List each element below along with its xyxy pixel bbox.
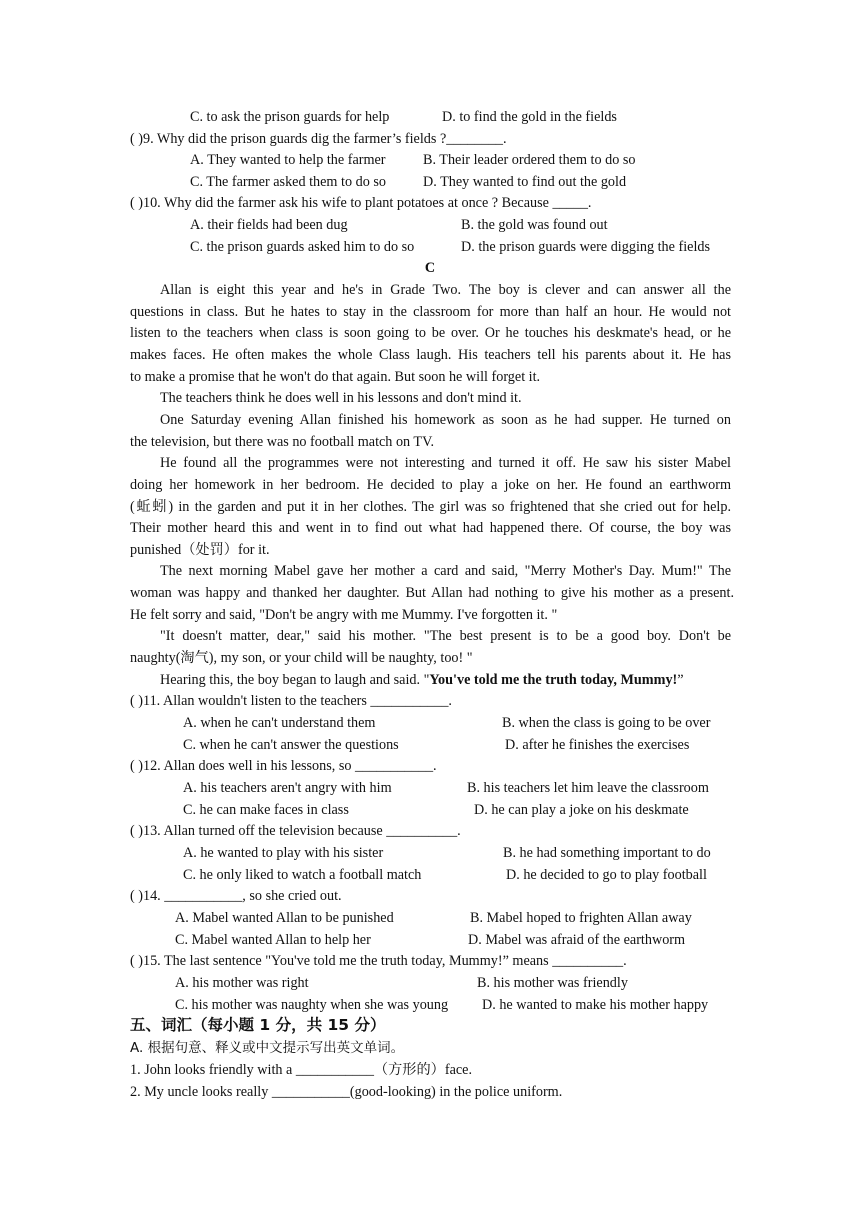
q15-stem: ( )15. The last sentence "You've told me the truth today, Mummy!” means __________.: [130, 953, 627, 969]
passage-line: makes faces. He often makes the whole Class laugh. His teachers tell his parents about it. He has: [130, 347, 731, 363]
q10-option-a: A. their fields had been dug: [190, 217, 348, 233]
passage-line: The teachers think he does well in his lessons and don't mind it.: [160, 390, 522, 406]
section-heading-c: C: [424, 260, 436, 276]
section-5-title: 五、词汇（每小题 1 分，共 15 分）: [130, 1016, 386, 1034]
passage-line: Allan is eight this year and he's in Grade Two. The boy is clever and can answer all the: [160, 282, 731, 298]
q13-option-a: A. he wanted to play with his sister: [183, 845, 384, 861]
passage-line: He felt sorry and said, "Don't be angry with me Mummy. I've forgotten it. ": [130, 607, 558, 623]
q14-option-c: C. Mabel wanted Allan to help her: [175, 932, 371, 948]
q9-option-c: C. The farmer asked them to do so: [190, 174, 386, 190]
q14-option-a: A. Mabel wanted Allan to be punished: [175, 910, 394, 926]
q13-option-c: C. he only liked to watch a football match: [183, 867, 422, 883]
q15-option-b: B. his mother was friendly: [477, 975, 628, 991]
passage-line: to make a promise that he won't do that again. But soon he will forget it.: [130, 369, 541, 385]
q12-option-d: D. he can play a joke on his deskmate: [474, 802, 689, 818]
q11-stem: ( )11. Allan wouldn't listen to the teachers ___________.: [130, 693, 452, 709]
q15-option-c: C. his mother was naughty when she was young: [175, 997, 449, 1013]
passage-line: questions in class. But he hates to stay in the classroom for more than half an hour. He would not: [130, 304, 731, 320]
passage-line: Their mother heard this and went in to find out what had happened there. Of course, the boy was: [130, 520, 731, 536]
passage-line: "It doesn't matter, dear," said his mother. "The best present is to be a good boy. Don't be: [160, 628, 731, 644]
passage-line: naughty(淘气), my son, or your child will be naughty, too! ": [130, 650, 473, 666]
q9-stem: ( )9. Why did the prison guards dig the farmer’s fields ?________.: [130, 131, 507, 147]
q9-option-a: A. They wanted to help the farmer: [190, 152, 386, 168]
q11-option-c: C. when he can't answer the questions: [183, 737, 399, 753]
q12-stem: ( )12. Allan does well in his lessons, so ___________.: [130, 758, 437, 774]
q14-option-b: B. Mabel hoped to frighten Allan away: [470, 910, 692, 926]
vocab-item-2: 2. My uncle looks really ___________(good-looking) in the police uniform.: [130, 1084, 563, 1100]
q13-option-d: D. he decided to go to play football: [506, 867, 707, 883]
passage-line: One Saturday evening Allan finished his homework as soon as he had supper. He turned on: [160, 412, 731, 428]
q10-option-b: B. the gold was found out: [461, 217, 608, 233]
q12-option-b: B. his teachers let him leave the classroom: [467, 780, 709, 796]
passage-line: listen to the teachers when class is soon going to be over. Or he touches his deskmate's head, or he: [130, 325, 731, 341]
q10-option-d: D. the prison guards were digging the fields: [461, 239, 711, 255]
q14-option-d: D. Mabel was afraid of the earthworm: [468, 932, 686, 948]
passage-line: woman was happy and thanked her daughter. But Allan had nothing to give his mother as a present.: [130, 585, 734, 601]
passage-text: ”: [677, 672, 684, 688]
section-5-instruction: A. 根据句意、释义或中文提示写出英文单词。: [130, 1040, 405, 1056]
passage-text: Hearing this, the boy began to laugh and said. ": [160, 672, 430, 688]
passage-line-final: [160, 670, 684, 690]
q8-option-d: D. to find the gold in the fields: [442, 109, 617, 125]
q10-stem: ( )10. Why did the farmer ask his wife to plant potatoes at once ? Because _____.: [130, 195, 592, 211]
q11-option-b: B. when the class is going to be over: [502, 715, 711, 731]
q11-option-a: A. when he can't understand them: [183, 715, 376, 731]
q13-stem: ( )13. Allan turned off the television because __________.: [130, 823, 461, 839]
q11-option-d: D. after he finishes the exercises: [505, 737, 690, 753]
passage-line: (蚯蚓) in the garden and put it in her clothes. The girl was so frightened that she cried out for help.: [130, 499, 731, 515]
q12-option-a: A. his teachers aren't angry with him: [183, 780, 392, 796]
q15-option-d: D. he wanted to make his mother happy: [482, 997, 709, 1013]
q9-option-d: D. They wanted to find out the gold: [423, 174, 627, 190]
q8-option-c: C. to ask the prison guards for help: [190, 109, 390, 125]
passage-bold-quote: You've told me the truth today, Mummy!: [429, 672, 678, 688]
q12-option-c: C. he can make faces in class: [183, 802, 349, 818]
passage-line: He found all the programmes were not interesting and turned it off. He saw his sister Mabel: [160, 455, 731, 471]
passage-line: the television, but there was no football match on TV.: [130, 434, 435, 450]
q15-option-a: A. his mother was right: [175, 975, 309, 991]
q9-option-b: B. Their leader ordered them to do so: [423, 152, 636, 168]
q13-option-b: B. he had something important to do: [503, 845, 711, 861]
passage-line: doing her homework in her bedroom. He decided to play a joke on her. He found an earthworm: [130, 477, 731, 493]
q14-stem: ( )14. ___________, so she cried out.: [130, 888, 342, 904]
q10-option-c: C. the prison guards asked him to do so: [190, 239, 415, 255]
passage-line: punished（处罚）for it.: [130, 542, 270, 558]
passage-line: The next morning Mabel gave her mother a card and said, "Merry Mother's Day. Mum!" The: [160, 563, 731, 579]
vocab-item-1: 1. John looks friendly with a ___________（方形的）face.: [130, 1062, 473, 1078]
